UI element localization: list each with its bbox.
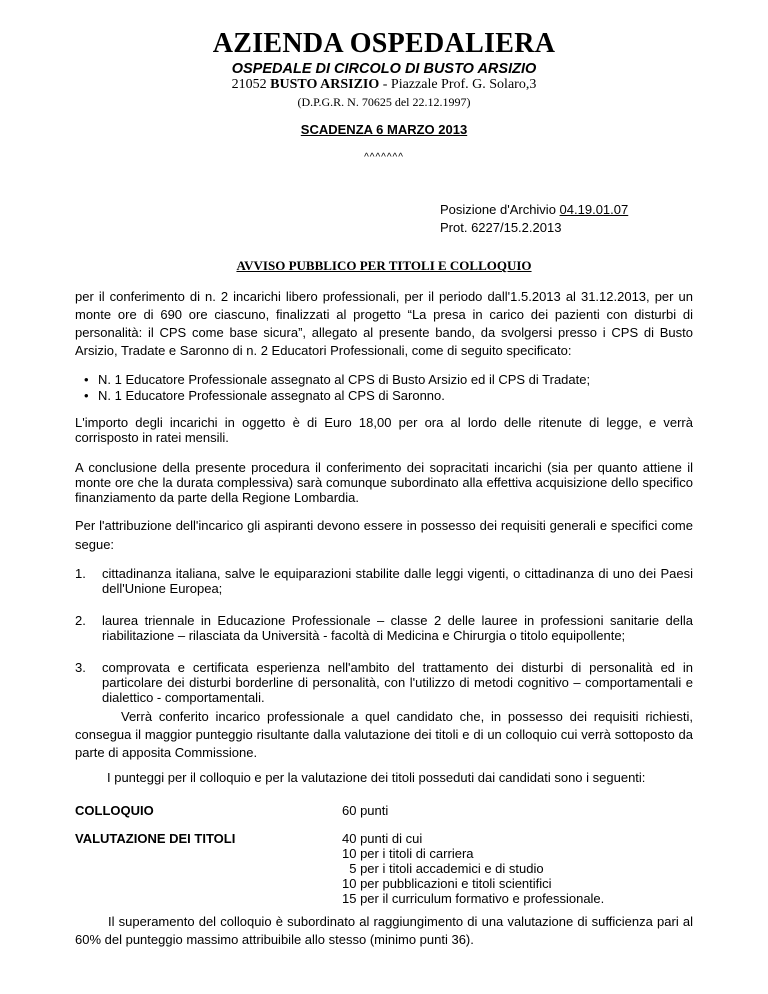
address-city: BUSTO ARSIZIO [270, 77, 380, 92]
hospital-address [0, 76, 768, 94]
list-item: 5 per i titoli accademici e di studio [342, 861, 544, 876]
list-item: 10 per i titoli di carriera [342, 846, 474, 861]
list-item: 15 per il curriculum formativo e professionale. [342, 891, 605, 906]
requirement-number: 2. [75, 613, 86, 628]
list-item: 40 punti di cui [342, 831, 423, 846]
protocol-number: Prot. 6227/15.2.2013 [440, 220, 562, 235]
interview-label: COLLOQUIO [75, 803, 154, 818]
scores-intro: I punteggi per il colloquio e per la valutazione dei titoli posseduti dai candidati sono i seguenti: [107, 770, 646, 785]
award-paragraph: Verrà conferito incarico professionale a quel candidato che, in possesso dei requisiti richiesti, consegua il maggior punteggio risultante dalla valutazione dei titoli e di un colloquio cui verrà sottoposto da parte di apposita Commissione. [75, 709, 693, 760]
conclusion-paragraph: A conclusione della presente procedura il conferimento dei sopracitati incarichi (sia per quanto attiene il monte ore che la durata complessiva) sarà comunque subordinato alla effettiva acquisizione dello specifico finanziamento da parte della Regione Lombardia. [75, 460, 693, 505]
titles-score-list [342, 831, 604, 906]
hospital-title: AZIENDA OSPEDALIERA [212, 28, 556, 59]
bullet-icon: • [84, 388, 89, 403]
list-item [84, 388, 684, 404]
positions-list [84, 372, 684, 404]
address-prefix: 21052 [231, 77, 271, 92]
archive-label: Posizione d'Archivio [440, 202, 560, 217]
list-item [84, 372, 684, 388]
decree-reference: (D.P.G.R. N. 70625 del 22.12.1997) [297, 95, 471, 109]
hospital-subtitle: OSPEDALE DI CIRCOLO DI BUSTO ARSIZIO [231, 61, 537, 77]
address-rest: - Piazzale Prof. G. Solaro,3 [379, 77, 537, 92]
requirement-number: 3. [75, 660, 86, 675]
titles-label: VALUTAZIONE DEI TITOLI [75, 831, 236, 846]
requirement-text: cittadinanza italiana, salve le equiparazioni stabilite dalle leggi vigenti, o cittadinanza di uno dei Paesi dell'Unione Europea; [102, 566, 693, 596]
interview-score: 60 punti [342, 803, 389, 818]
pass-threshold-paragraph: Il superamento del colloquio è subordinato al raggiungimento di una valutazione di sufficienza pari al 60% del punteggio massimo attribuibile allo stesso (minimo punti 36). [75, 914, 693, 947]
bullet-icon: • [84, 372, 89, 387]
requirement-text: laurea triennale in Educazione Professionale – classe 2 delle lauree in professioni sanitarie della riabilitazione – rilasciata da Università - facoltà di Medicina e Chirurgia o titolo equipollente; [102, 613, 693, 643]
list-item-text: N. 1 Educatore Professionale assegnato al CPS di Saronno. [98, 388, 445, 403]
intro-paragraph: per il conferimento di n. 2 incarichi libero professionali, per il periodo dall'1.5.2013 al 31.12.2013, per un monte ore di 690 ore ciascuno, finalizzati al progetto “La presa in carico dei pazienti con disturbi di personalità: il CPS come base sicura”, allegato al presente bando, da svolgersi presso i CPS di Busto Arsizio, Tradate e Saronno di n. 2 Educatori Professionali, come di seguito specificato: [75, 289, 693, 358]
list-item: 10 per pubblicazioni e titoli scientifici [342, 876, 552, 891]
separator: ^^^^^^^ [364, 152, 404, 163]
deadline: SCADENZA 6 MARZO 2013 [300, 122, 468, 137]
requirement-text: comprovata e certificata esperienza nell'ambito del trattamento dei disturbi di personalità ed in particolare dei disturbi borderline di personalità, con l'utilizzo di metodi cognitivo – comportamentali e dialettico - comportamentali. [102, 660, 693, 705]
notice-title: AVVISO PUBBLICO PER TITOLI E COLLOQUIO [236, 258, 532, 273]
archive-position [440, 201, 628, 218]
requirement-number: 1. [75, 566, 86, 581]
archive-code: 04.19.01.07 [559, 202, 629, 217]
list-item-text: N. 1 Educatore Professionale assegnato al CPS di Busto Arsizio ed il CPS di Tradate; [98, 372, 591, 387]
amount-paragraph: L'importo degli incarichi in oggetto è di Euro 18,00 per ora al lordo delle ritenute di legge, e verrà corrisposto in ratei mensili. [75, 415, 693, 445]
assignment-paragraph: Per l'attribuzione dell'incarico gli aspiranti devono essere in possesso dei requisiti generali e specifici come segue: [75, 518, 693, 552]
